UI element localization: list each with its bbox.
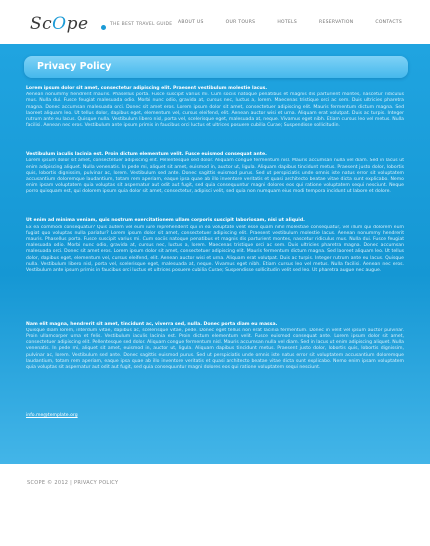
main-nav [178,20,402,25]
logo-text-o: O [52,14,67,34]
logo-text-end: pe [66,14,89,34]
paragraph [26,218,404,316]
paragraph-lead: Ut enim ad minima veniam, quis nostrum exercitationem ullam corporis suscipit laboriosam, nisi ut aliquid. [26,218,305,224]
site-footer [0,464,430,546]
paragraph-lead: Nam elit magna, hendrerit sit amet, tincidunt ac, viverra sed, nulla. Donec porta diam eu massa. [26,321,278,327]
paragraph-lead: Lorem ipsum dolor sit amet, consectetur adipiscing elit. Praesent vestibulum molestie lacus. [26,86,268,91]
nav-item-contacts[interactable]: CONTACTS [375,20,402,25]
privacy-text [26,86,404,420]
site-header [0,0,430,44]
paragraph-lead: Vestibulum iaculis lacinia est. Proin dictum elementum velit. Fusce euismod consequat ante. [26,152,267,158]
nav-item-about-us[interactable]: ABOUT US [178,20,204,25]
nav-item-hotels[interactable]: HOTELS [277,20,298,25]
paragraph-body: Ex ea commodi consequatur? Quis autem vel eum iure reprehenderit qui in ea voluptate velit esse quam nihil molestiae consequatur, vel illum qui dolorem eum fugiat quo voluptas nulla pariatur? Lorem ipsum dolor sit amet, consectetuer adipiscing elit. Praesent vestibulum molestie lacus. Aenean nonummy hendrerit mauris. Phasellus porta. Fusce suscipit varius mi. Cum sociis natoque penatibus et magnis dis parturient montes, nascetur ridiculus mus. Nulla dui. Fusce feugiat malesuada odio. Morbi nunc odio, gravida at, cursus nec, luctus a, lorem. Maecenas tristique orci ac sem. Duis ultricies pharetra magna. Donec accumsan malesuada orci. Donec sit amet eros. Lorem ipsum dolor sit amet, consectetuer adipiscing elit. Mauris fermentum dictum magna. Sed laoreet aliquam leo. Ut tellus dolor, dapibus eget, elementum vel, cursus eleifend, elit. Aenean auctor wisi et urna. Aliquam erat volutpat. Duis ac turpis. Integer rutrum ante eu lacus. Quisque nulla. Vestibulum libero nisl, porta vel, scelerisque eget, malesuada at, neque. Vivamus eget nibh. Etiam cursus leo vel metus. Nulla facilisi. Aenean nec eros. Vestibulum ante ipsum primis in faucibus orci luctus et ultrices posuere cubilia Curae; Suspendisse sollicitudin velit sed leo. Ut pharetra augue nec augue. [26,224,404,274]
tagline: THE BEST TRAVEL GUIDE [110,22,173,27]
logo-dot-icon [101,25,106,30]
footer-copyright[interactable]: SCOPE © 2012 | PRIVACY POLICY [27,480,119,486]
page-title: Privacy Policy [37,61,112,72]
main-content-area [0,44,430,464]
paragraph [26,86,404,147]
logo-text-start: Sc [30,14,53,34]
page-title-bar [24,56,408,78]
paragraph-body: Lorem ipsum dolor sit amet, consectetuer adipiscing elit. Pellentesque sed dolor. Aliquam congue fermentum nisl. Mauris accumsan nulla vel diam. Sed in lacus ut enim adipiscing aliquet. Nulla venenatis. In pede mi, aliquet sit amet, euismod in, auctor ut, ligula. Aliquam dapibus tincidunt metus. Praesent justo dolor, lobortis quis, lobortis dignissim, pulvinar ac, lorem. Vestibulum sed ante. Donec sagittis euismod purus. Sed ut perspiciatis unde omnis iste natus error sit voluptatem accusantium doloremque laudantium, totam rem aperiam, eaque ipsa quae ab illo inventore veritatis et quasi architecto beatae vitae dicta sunt explicabo. Nemo enim ipsam voluptatem quia voluptas sit aspernatur aut odit aut fugit, sed quia consequuntur magni dolores eos qui ratione voluptatem sequi nesciunt. Neque porro quisquam est, qui dolorem ipsum quia dolor sit amet, consectetur, adipisci velit, sed quia non numquam eius modi tempora incidunt ut labore et dolore. [26,158,404,195]
paragraph [26,322,404,396]
paragraph-body: Quisque diam lorem, interdum vitae, dapibus ac, scelerisque vitae, pede. Donec eget tellus non erat lacinia fermentum. Donec in velit vel ipsum auctor pulvinar. Proin ullamcorper urna et felis. Vestibulum iaculis lacinia est. Proin dictum elementum velit. Fusce euismod consequat ante. Lorem ipsum dolor sit amet, consectetuer adipiscing elit. Pellentesque sed dolor. Aliquam congue fermentum nisl. Mauris accumsan nulla vel diam. Sed in lacus ut enim adipiscing aliquet. Nulla venenatis. In pede mi, aliquet sit amet, euismod in, auctor ut, ligula. Aliquam dapibus tincidunt metus. Praesent justo dolor, lobortis quis, lobortis dignissim, pulvinar ac, lorem. Vestibulum sed ante. Donec sagittis euismod purus. Sed ut perspiciatis unde omnis iste natus error sit voluptatem accusantium doloremque laudantium, totam rem aperiam, eaque ipsa quae ab illo inventore veritatis et quasi architecto beatae vitae dicta sunt explicabo. Nemo enim ipsam voluptatem quia voluptas sit aspernatur aut odit aut fugit, sed quia consequuntur magni dolores eos qui ratione voluptatem sequi nesciunt. [26,327,404,371]
paragraph [26,152,404,213]
email-link[interactable]: info.me@template.org [26,412,78,418]
paragraph-body: Aenean nonummy hendrerit mauris. Phasellus porta. Fusce suscipit varius mi. Cum sociis natoque penatibus et magnis dis parturient montes, nascetur ridiculus mus. Nulla dui. Fusce feugiat malesuada odio. Morbi nunc odio, gravida at, cursus nec, luctus a, lorem. Maecenas tristique orci ac sem. Duis ultricies pharetra magna. Donec accumsan malesuada orci. Donec sit amet eros. Lorem ipsum dolor sit amet, consectetuer adipiscing elit. Mauris fermentum dictum magna. Sed laoreet aliquam leo. Ut tellus dolor, dapibus eget, elementum vel, cursus eleifend, elit. Aenean auctor wisi et urna. Aliquam erat volutpat. Duis ac turpis. Integer rutrum ante eu lacus. Quisque nulla. Vestibulum libero nisl, porta vel, scelerisque eget, malesuada at, neque. Vivamus eget nibh. Etiam cursus leo vel metus. Nulla facilisi. Aenean nec eros. Vestibulum ante ipsum primis in faucibus orci luctus et ultrices posuere cubilia Curae; Suspendisse sollicitudin. [26,92,404,129]
nav-item-our-tours[interactable]: OUR TOURS [225,20,256,25]
logo[interactable] [30,14,89,34]
nav-item-reservation[interactable]: RESERVATION [319,20,354,25]
